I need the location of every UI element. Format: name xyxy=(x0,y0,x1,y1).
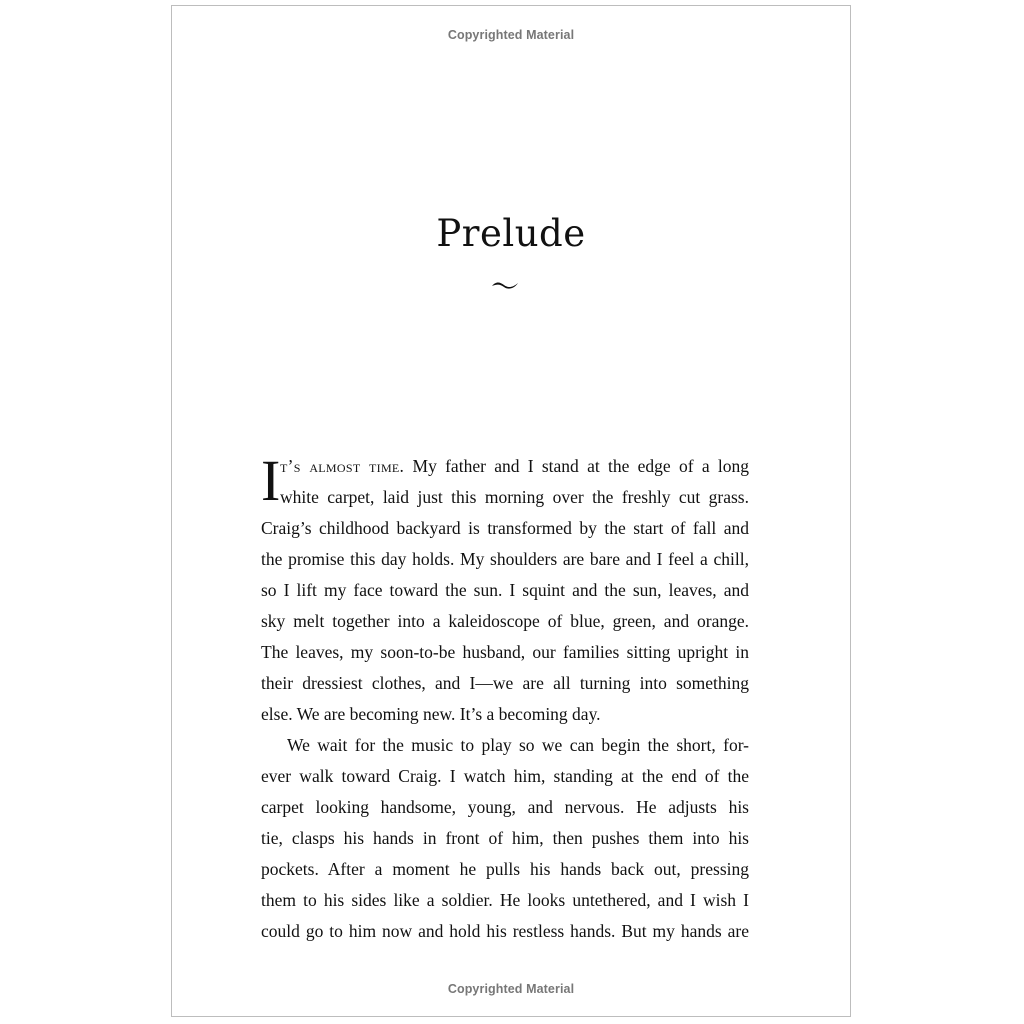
drop-cap: I xyxy=(261,448,281,513)
body-line: Craig’s childhood backyard is transformed by the start of fall and xyxy=(261,518,749,538)
copyright-footer: Copyrighted Material xyxy=(447,982,575,996)
body-line: their dressiest clothes, and I—we are all turning into something xyxy=(261,673,749,693)
chapter-body xyxy=(261,448,749,947)
body-line: could go to him now and hold his restless hands. But my hands are xyxy=(261,921,749,941)
body-line: t’s almost time. My father and I stand at the edge of a long xyxy=(280,456,749,476)
book-page xyxy=(171,5,851,1017)
tilde-flourish-icon xyxy=(491,279,519,291)
body-line: tie, clasps his hands in front of him, then pushes them into his xyxy=(261,828,749,848)
body-line: else. We are becoming new. It’s a becoming day. xyxy=(261,704,601,724)
body-line: The leaves, my soon-to-be husband, our families sitting upright in xyxy=(261,642,749,662)
body-line: We wait for the music to play so we can begin the short, for- xyxy=(287,735,749,755)
body-line: white carpet, laid just this morning over the freshly cut grass. xyxy=(280,487,749,507)
body-line: ever walk toward Craig. I watch him, standing at the end of the xyxy=(261,766,749,786)
opening-smallcaps: t’s almost time. xyxy=(280,456,405,476)
body-line: pockets. After a moment he pulls his hands back out, pressing xyxy=(261,859,749,879)
body-line: sky melt together into a kaleidoscope of blue, green, and orange. xyxy=(261,611,749,631)
copyright-header: Copyrighted Material xyxy=(447,28,575,42)
body-line: the promise this day holds. My shoulders are bare and I feel a chill, xyxy=(261,549,749,569)
body-line: so I lift my face toward the sun. I squint and the sun, leaves, and xyxy=(261,580,749,600)
body-line: carpet looking handsome, young, and nervous. He adjusts his xyxy=(261,797,749,817)
chapter-title: Prelude xyxy=(436,212,586,255)
body-line: them to his sides like a soldier. He looks untethered, and I wish I xyxy=(261,890,749,910)
